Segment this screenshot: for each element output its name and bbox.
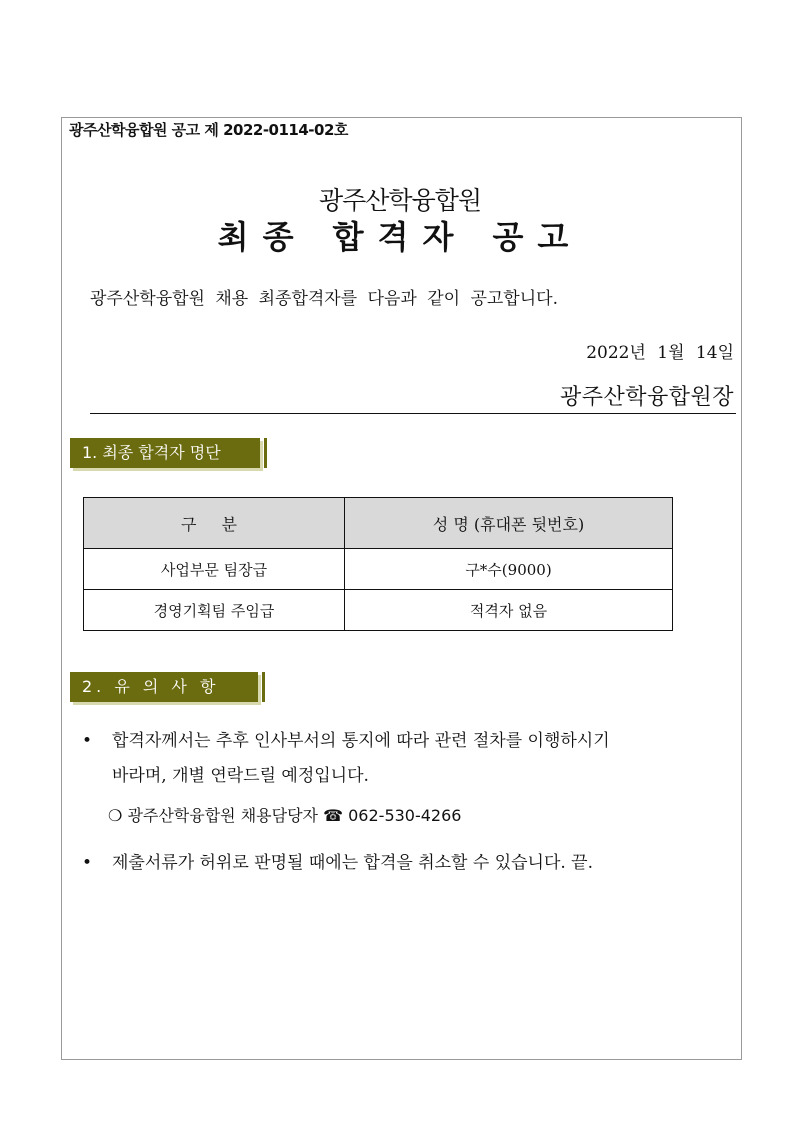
note-item-2 [82,848,593,873]
divider [90,413,736,414]
notice-number: 광주산학융합원 공고 제 2022-0114-02호 [69,121,348,139]
contact-text: 광주산학융합원 채용담당자 [127,806,318,825]
table-cell: 적격자 없음 [345,590,673,631]
table-header-row [84,498,673,549]
table-header-category: 구 분 [84,498,345,549]
bullet-icon: • [82,853,93,873]
table-row [84,549,673,590]
bullet-icon: • [82,731,93,751]
table-cell: 구*수(9000) [345,549,673,590]
table-cell: 경영기획팀 주임급 [84,590,345,631]
circle-bullet-icon: ❍ [108,806,123,825]
table-row [84,590,673,631]
signer-name: 광주산학융합원장 [559,385,734,410]
phone-number: 062-530-4266 [348,806,462,825]
contact-line [108,803,461,826]
note-text: 제출서류가 허위로 판명될 때에는 합격을 취소할 수 있습니다. 끝. [112,853,594,873]
notice-date: 2022년 1월 14일 [586,343,734,363]
note-text: 합격자께서는 추후 인사부서의 통지에 따라 관련 절차를 이행하시기 [112,731,610,751]
section-heading-results: 1. 최종 합격자 명단 [70,438,260,468]
intro-text: 광주산학융합원 채용 최종합격자를 다음과 같이 공고합니다. [90,289,558,309]
organization-title: 광주산학융합원 [318,186,482,215]
section-heading-notes: 2. 유 의 사 항 [70,672,258,702]
phone-icon: ☎ [323,806,344,825]
table-header-name: 성 명 (휴대폰 뒷번호) [345,498,673,549]
results-table [83,497,673,631]
note-text-continued: 바라며, 개별 연락드릴 예정입니다. [112,766,369,786]
table-cell: 사업부문 팀장급 [84,549,345,590]
note-item-1 [82,724,742,794]
page-title: 최종 합격자 공고 [217,218,583,256]
